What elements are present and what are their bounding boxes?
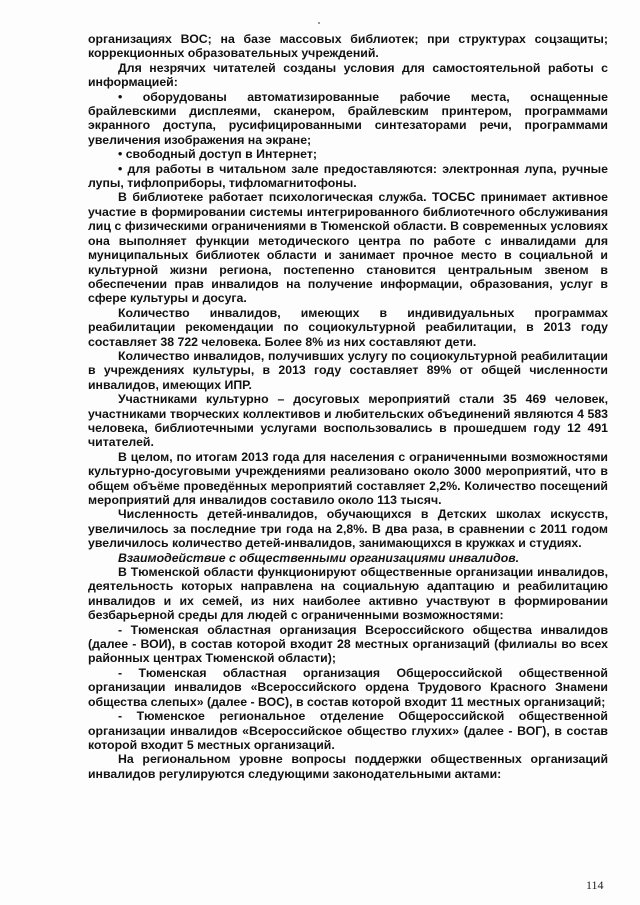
bullet-item: • для работы в читальном зале предоставляются: электронная лупа, ручные лупы, тифлоприборы, тифломагнитофоны. bbox=[88, 161, 608, 191]
paragraph: Количество инвалидов, получивших услугу по социокультурной реабилитации в учреждениях культуры, в 2013 году составляет 89% от общей численности инвалидов, имеющих ИПР. bbox=[88, 348, 608, 392]
paragraph: Численность детей-инвалидов, обучающихся в Детских школах искусств, увеличилось за последние три года на 2,8%. В два раза, в сравнении с 2011 годом увеличилось количество детей-инвалидов, занимающихся в кружках и студиях. bbox=[88, 507, 608, 551]
bullet-item: • свободный доступ в Интернет; bbox=[118, 147, 317, 162]
paragraph: В целом, по итогам 2013 года для населения с ограниченными возможностями культурно-досуговыми учреждениями реализовано около 3000 мероприятий, что в общем объёме проведённых мероприятий составляет 2,2%. Количество посещений мероприятий для инвалидов составило около 113 тысяч. bbox=[88, 449, 608, 507]
paragraph: На региональном уровне вопросы поддержки общественных организаций инвалидов регулируются следующими законодательными актами: bbox=[88, 752, 608, 781]
paragraph: Участниками культурно – досуговых мероприятий стали 35 469 человек, участниками творческих коллективов и любительских объединений являются 4 583 человека, библиотечными услугами воспользовались в прошедшем году 12 491 читателей. bbox=[88, 392, 608, 450]
list-item: - Тюменская областная организация Всероссийского общества инвалидов (далее - ВОИ), в состав которой входит 28 местных организаций (филиалы во всех районных центрах Тюменской области); bbox=[88, 622, 608, 666]
paragraph: В Тюменской области функционируют общественные организации инвалидов, деятельность которых направлена на социальную адаптацию и реабилитацию инвалидов и их семей, из них наиболее активно участвуют в формировании безбарьерной среды для людей с ограниченными возможностями: bbox=[88, 565, 608, 623]
paragraph: Для незрячих читателей созданы условия для самостоятельной работы с информацией: bbox=[88, 60, 608, 90]
scan-speck bbox=[318, 22, 320, 24]
section-heading: Взаимодействие с общественными организациями инвалидов. bbox=[118, 550, 520, 565]
body-text bbox=[88, 32, 608, 781]
paragraph: организациях ВОС; на базе массовых библиотек; при структурах соцзащиты; коррекционных образовательных учреждений. bbox=[88, 32, 608, 61]
list-item: - Тюменское региональное отделение Общероссийской общественной организации инвалидов «Всероссийское общество глухих» (далее - ВОГ), в состав которой входит 5 местных организаций. bbox=[88, 709, 608, 752]
paragraph: Количество инвалидов, имеющих в индивидуальных программах реабилитации рекомендации по социокультурной реабилитации, в 2013 году составляет 38 722 человека. Более 8% из них составляют дети. bbox=[88, 305, 608, 349]
paragraph: В библиотеке работает психологическая служба. ТОСБС принимает активное участие в формировании системы интегрированного библиотечного обслуживания лиц с физическими ограничениями в Тюменской области. В современных условиях она выполняет функции методического центра по работе с инвалидами для муниципальных библиотек области и занимает прочное место в социальной и культурной жизни региона, постепенно становится центральным звеном в обеспечении прав инвалидов на получение информации, образования, услуг в сфере культуры и досуга. bbox=[88, 190, 608, 306]
page-number: 114 bbox=[586, 878, 604, 892]
bullet-item: • оборудованы автоматизированные рабочие места, оснащенные брайлевскими дисплеями, сканером, брайлевским принтером, программами экранного доступа, русифицированными синтезаторами речи, программами увеличения изображения на экране; bbox=[88, 89, 608, 147]
list-item: - Тюменская областная организация Общероссийской общественной организации инвалидов «Всероссийского ордена Трудового Красного Знамени общества слепых» (далее - ВОС), в состав которой входит 11 местных организаций; bbox=[88, 665, 608, 709]
